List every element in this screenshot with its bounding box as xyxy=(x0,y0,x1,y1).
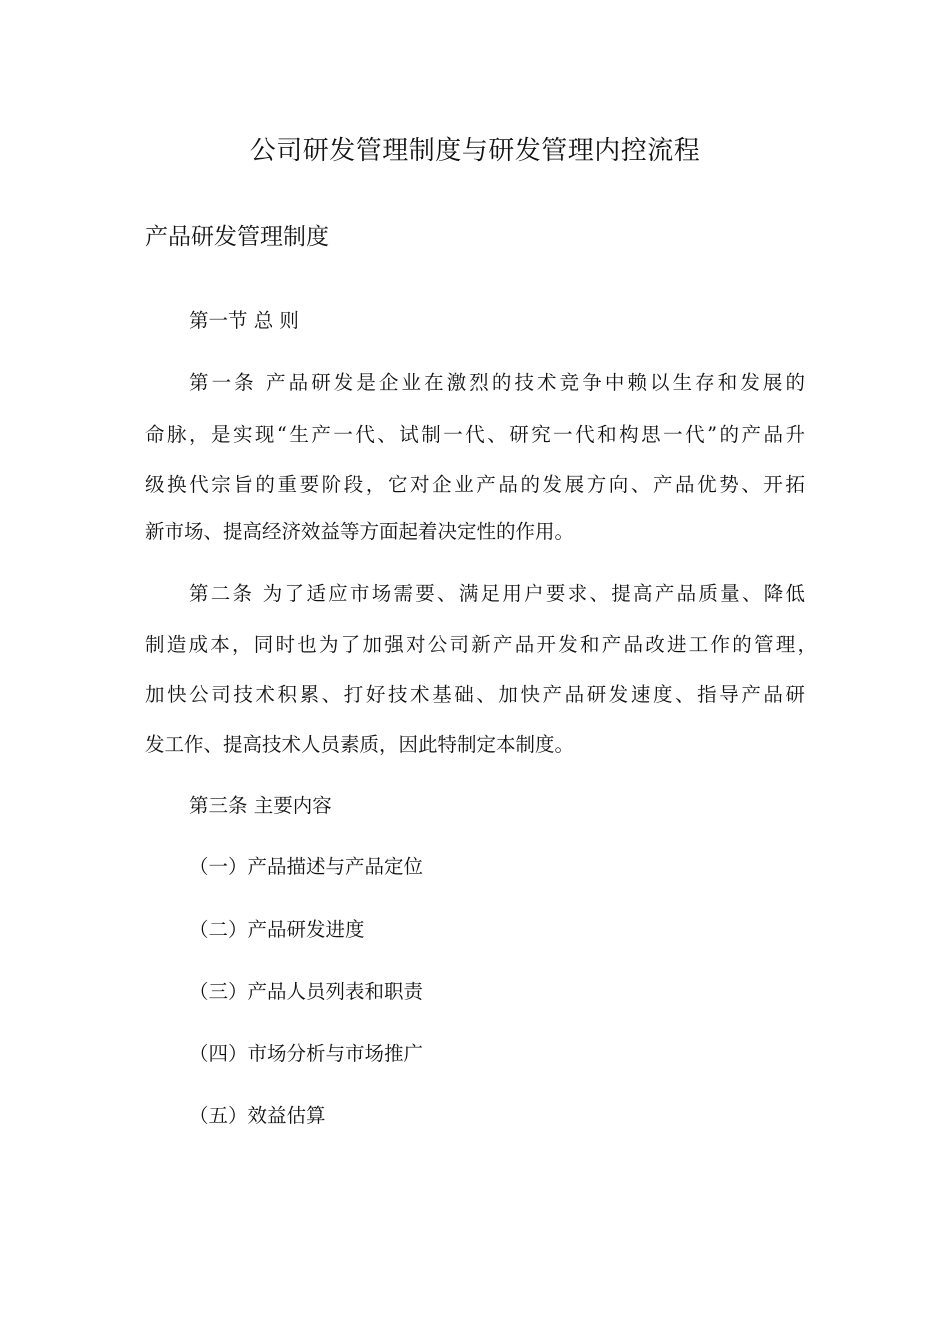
article-2-line-3: 加快公司技术积累、打好技术基础、加快产品研发速度、指导产品研 xyxy=(145,683,805,706)
content-item-5: （五）效益估算 xyxy=(189,1104,326,1127)
section-heading: 产品研发管理制度 xyxy=(145,224,329,250)
chapter-heading: 第一节 总 则 xyxy=(189,309,299,332)
content-item-1: （一）产品描述与产品定位 xyxy=(189,855,424,878)
article-1-line-2: 命脉，是实现“生产一代、试制一代、研究一代和构思一代”的产品升 xyxy=(145,423,805,446)
article-1-line-4: 新市场、提高经济效益等方面起着决定性的作用。 xyxy=(145,520,575,543)
article-3-heading: 第三条 主要内容 xyxy=(189,794,332,817)
article-2-line-4: 发工作、提高技术人员素质，因此特制定本制度。 xyxy=(145,733,575,756)
article-2-line-2: 制造成本，同时也为了加强对公司新产品开发和产品改进工作的管理， xyxy=(145,633,817,656)
article-2-line-1: 第二条 为了适应市场需要、满足用户要求、提高产品质量、降低 xyxy=(189,582,805,605)
content-item-3: （三）产品人员列表和职责 xyxy=(189,980,424,1003)
article-1-line-3: 级换代宗旨的重要阶段，它对企业产品的发展方向、产品优势、开拓 xyxy=(145,473,805,496)
article-1-line-1: 第一条 产品研发是企业在激烈的技术竞争中赖以生存和发展的 xyxy=(189,371,805,394)
content-item-2: （二）产品研发进度 xyxy=(189,918,365,941)
document-title: 公司研发管理制度与研发管理内控流程 xyxy=(249,136,701,166)
content-item-4: （四）市场分析与市场推广 xyxy=(189,1042,424,1065)
